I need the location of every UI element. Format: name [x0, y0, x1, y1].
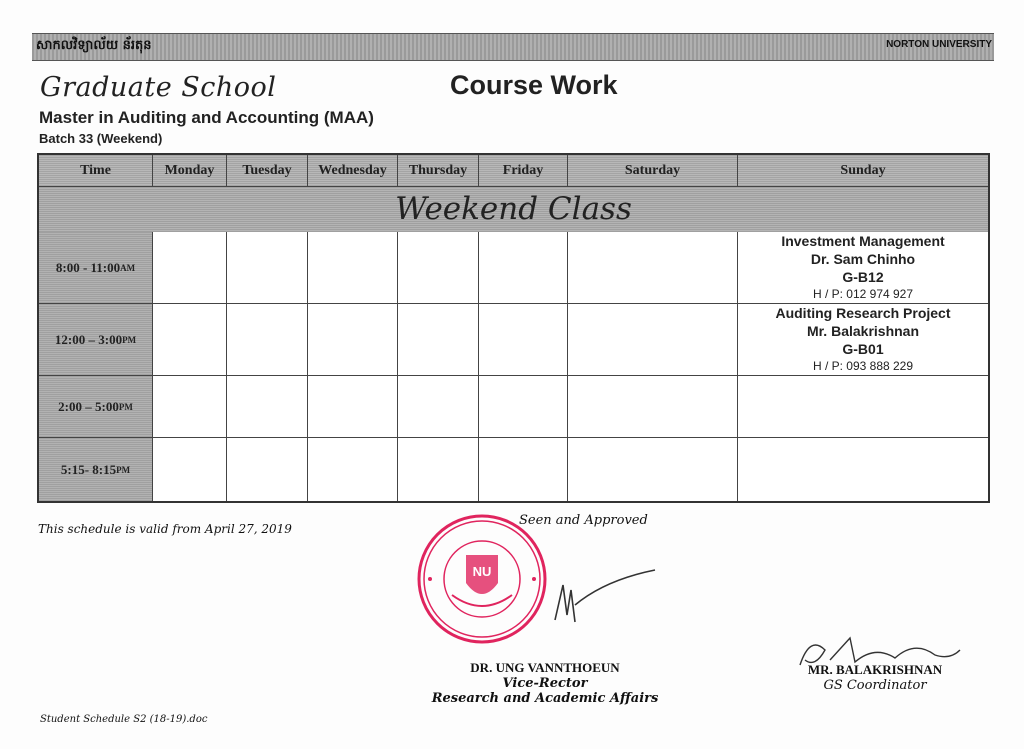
course-work-title: Course Work	[450, 70, 618, 100]
sunday-class-1	[738, 232, 988, 304]
room-code: G-B01	[842, 341, 884, 357]
time-slot-label: 2:00 – 5:00	[58, 398, 119, 414]
schedule-cell	[479, 304, 568, 376]
header-banner	[32, 33, 994, 61]
schedule-cell	[738, 376, 988, 438]
gs-coordinator-signature-block	[790, 662, 960, 693]
schedule-cell	[227, 376, 308, 438]
column-header-tuesday: Tuesday	[227, 155, 308, 187]
schedule-cell	[227, 438, 308, 501]
gs-coordinator-title: GS Coordinator	[823, 678, 927, 693]
gs-coordinator-name: MR. BALAKRISHNAN	[807, 662, 943, 677]
schedule-cell	[398, 438, 479, 501]
schedule-cell	[153, 232, 227, 304]
official-seal	[416, 513, 548, 645]
schedule-cell	[568, 304, 738, 376]
lecturer-name: Dr. Sam Chinho	[810, 251, 916, 267]
khmer-university-name: សាកលវិទ្យាល័យ ន័រតុន	[36, 38, 152, 53]
schedule-cell	[153, 376, 227, 438]
vice-rector-title: Vice-Rector	[502, 676, 588, 691]
schedule-cell	[568, 232, 738, 304]
graduate-school-title: Graduate School	[40, 72, 277, 103]
phone-number: H / P: 012 974 927	[812, 287, 914, 301]
schedule-cell	[479, 376, 568, 438]
schedule-cell	[398, 232, 479, 304]
schedule-cell	[227, 232, 308, 304]
time-slot-3	[39, 376, 153, 438]
document-filename: Student Schedule S2 (18-19).doc	[40, 714, 208, 725]
schedule-cell	[568, 376, 738, 438]
time-slot-suffix: AM	[120, 262, 136, 273]
schedule-cell	[479, 232, 568, 304]
validity-note: This schedule is valid from April 27, 2019	[38, 522, 292, 536]
schedule-cell	[308, 376, 398, 438]
schedule-cell	[153, 304, 227, 376]
svg-text:NU: NU	[472, 564, 492, 579]
weekend-class-banner: Weekend Class	[39, 187, 988, 233]
column-header-friday: Friday	[479, 155, 568, 187]
schedule-cell	[568, 438, 738, 501]
vice-rector-name: DR. UNG VANNTHOEUN	[470, 660, 620, 675]
schedule-cell	[153, 438, 227, 501]
column-header-wednesday: Wednesday	[308, 155, 398, 187]
column-header-thursday: Thursday	[398, 155, 479, 187]
time-slot-2	[39, 304, 153, 376]
course-name: Investment Management	[781, 233, 945, 249]
batch-label: Batch 33 (Weekend)	[39, 131, 163, 146]
schedule-table	[37, 153, 990, 503]
schedule-cell	[398, 376, 479, 438]
sunday-class-2	[738, 304, 988, 376]
vice-rector-signature-block	[430, 660, 660, 706]
schedule-cell	[479, 438, 568, 501]
column-header-saturday: Saturday	[568, 155, 738, 187]
vice-rector-department: Research and Academic Affairs	[431, 691, 659, 706]
schedule-cell	[308, 304, 398, 376]
seen-and-approved: Seen and Approved	[519, 513, 648, 528]
schedule-cell	[398, 304, 479, 376]
time-slot-suffix: PM	[116, 464, 131, 475]
phone-number: H / P: 093 888 229	[812, 359, 914, 373]
room-code: G-B12	[842, 269, 884, 285]
schedule-cell	[227, 304, 308, 376]
schedule-cell	[308, 438, 398, 501]
column-header-sunday: Sunday	[738, 155, 988, 187]
time-slot-1	[39, 232, 153, 304]
column-header-time: Time	[39, 155, 153, 187]
time-slot-label: 12:00 – 3:00	[54, 331, 123, 347]
schedule-cell	[308, 232, 398, 304]
column-header-monday: Monday	[153, 155, 227, 187]
course-name: Auditing Research Project	[775, 305, 951, 321]
time-slot-label: 5:15- 8:15	[60, 461, 117, 477]
time-slot-4	[39, 438, 153, 501]
time-slot-suffix: PM	[122, 334, 137, 345]
time-slot-label: 8:00 - 11:00	[55, 259, 121, 275]
program-title: Master in Auditing and Accounting (MAA)	[39, 108, 374, 127]
time-slot-suffix: PM	[118, 401, 133, 412]
schedule-cell	[738, 438, 988, 501]
signature-vice-rector	[545, 560, 665, 630]
lecturer-name: Mr. Balakrishnan	[806, 323, 920, 339]
university-name: NORTON UNIVERSITY	[886, 39, 992, 50]
